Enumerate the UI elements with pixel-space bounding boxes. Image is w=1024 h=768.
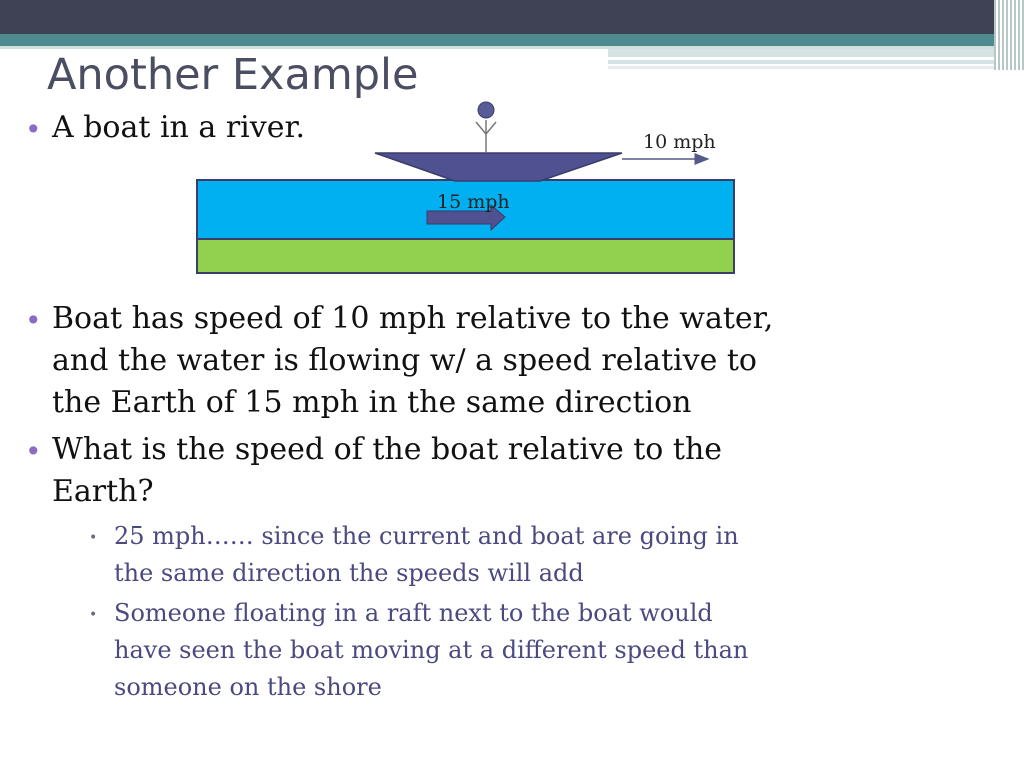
bullet-text: What is the speed of the boat relative to the (52, 432, 723, 467)
water-speed-label: 15 mph (437, 191, 510, 213)
sub-bullet-text: 25 mph…… since the current and boat are going in (114, 522, 739, 550)
bullet-text: A boat in a river. (52, 110, 306, 145)
boat-speed-label: 10 mph (643, 131, 716, 153)
person-arms (476, 122, 486, 134)
bullet-text: Earth? (52, 474, 154, 509)
bullet-text: the Earth of 15 mph in the same direction (52, 385, 692, 420)
boat-river-diagram (0, 0, 1024, 300)
bullet-marker: • (25, 435, 42, 468)
sub-bullet-text: the same direction the speeds will add (114, 559, 584, 587)
sub-bullet-marker: • (89, 530, 98, 546)
boat-hull (375, 153, 622, 181)
sub-bullet-marker: • (89, 607, 98, 623)
slide-title: Another Example (47, 50, 419, 100)
bullet-marker: • (25, 113, 42, 146)
bullet-text: Boat has speed of 10 mph relative to the water, (52, 301, 774, 336)
person-arms (486, 122, 496, 134)
bullet-marker: • (25, 304, 42, 337)
sub-bullet-text: Someone floating in a raft next to the boat would (114, 599, 713, 627)
sub-bullet-text: have seen the boat moving at a different speed than (114, 636, 749, 664)
bullet-text: and the water is flowing w/ a speed relative to (52, 343, 757, 378)
person-head (478, 102, 494, 118)
sub-bullet-text: someone on the shore (114, 673, 382, 701)
river-bank (197, 239, 734, 273)
